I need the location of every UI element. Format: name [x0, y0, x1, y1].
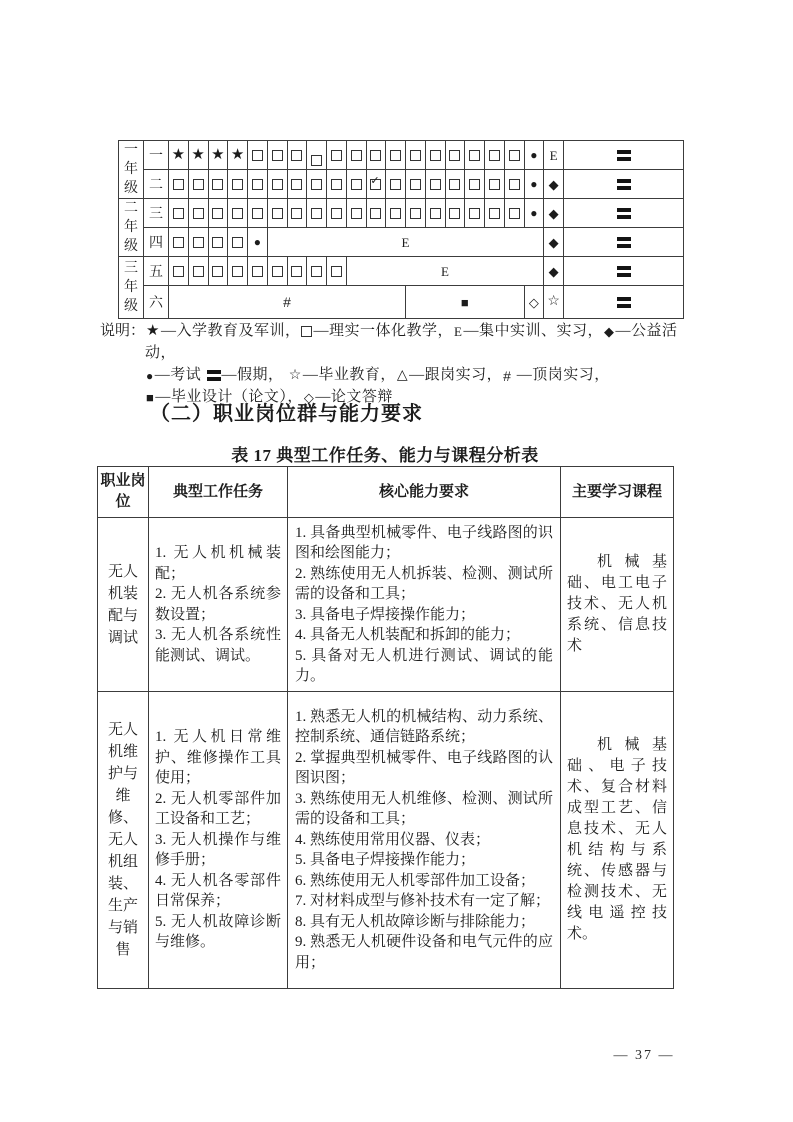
list-item-text: 2. 掌握典型机械零件、电子线路图的认图识图； [295, 749, 553, 787]
circle-icon: ● [530, 148, 538, 163]
diamond-icon: ◆ [548, 234, 559, 250]
year-label-char: 一 [124, 143, 138, 158]
week-cell [267, 199, 287, 228]
square-icon [449, 208, 460, 219]
week-cell [544, 228, 564, 257]
legend-text: —跟岗实习， [409, 367, 503, 383]
square-icon [370, 208, 381, 219]
week-cell [386, 141, 406, 170]
week-cell [366, 199, 386, 228]
week-cell [445, 170, 465, 199]
legend-text: —考试 [154, 367, 206, 383]
week-cell [504, 199, 524, 228]
week-cell [287, 170, 307, 199]
diamond-icon: ◆ [548, 263, 559, 279]
week-cell [228, 228, 248, 257]
column-header-position: 职业岗位 [98, 467, 149, 518]
week-cell [524, 199, 544, 228]
black-square-icon: ■ [460, 294, 469, 310]
courses-cell [561, 692, 674, 989]
hash-icon: # [283, 294, 291, 311]
week-cell [188, 170, 208, 199]
week-cell [485, 199, 505, 228]
column-header-abilities: 核心能力要求 [288, 467, 561, 518]
week-cell [267, 257, 287, 286]
week-cell [208, 228, 228, 257]
holiday-cell [564, 228, 684, 257]
holiday-cell [564, 141, 684, 170]
week-cell [287, 199, 307, 228]
semester-label: 三 [144, 199, 169, 228]
week-cell [208, 199, 228, 228]
square-icon [489, 208, 500, 219]
holiday-icon [617, 266, 631, 277]
square-icon [272, 266, 283, 277]
week-cell [169, 286, 406, 319]
list-item-text: 2. 无人机零部件加工设备和工艺； [155, 790, 281, 828]
teaching-schedule-table [118, 140, 684, 319]
week-cell [425, 199, 445, 228]
week-cell [346, 199, 366, 228]
square-icon [410, 208, 421, 219]
position-cell: 无人机维护与维修、无人机组装、生产与销售 [98, 692, 149, 989]
week-cell [544, 257, 564, 286]
week-cell [327, 170, 347, 199]
week-cell [169, 141, 189, 170]
week-cell [248, 170, 268, 199]
holiday-icon [617, 208, 631, 219]
holiday-cell [564, 286, 684, 319]
week-cell [327, 257, 347, 286]
legend-text: —顶岗实习， [512, 367, 610, 383]
square-icon [449, 179, 460, 190]
courses-text: 机械基础、电工电子技术、无人机系统、信息技术 [567, 554, 667, 654]
semester-label: 一 [144, 141, 169, 170]
square-icon [301, 326, 312, 337]
square-icon [469, 208, 480, 219]
week-cell [524, 141, 544, 170]
star-icon: ★ [191, 146, 205, 163]
week-cell [346, 141, 366, 170]
week-cell [425, 141, 445, 170]
analysis-table-wrap [97, 466, 674, 989]
square-icon [193, 237, 204, 248]
week-cell [228, 141, 248, 170]
week-cell [445, 141, 465, 170]
section-heading: （二）职业岗位群与能力要求 [150, 403, 423, 425]
abilities-cell [288, 518, 561, 692]
square-icon [232, 179, 243, 190]
week-cell [366, 170, 386, 199]
square-icon [351, 179, 362, 190]
square-icon [272, 150, 283, 161]
holiday-icon [617, 297, 631, 308]
table-row [98, 518, 674, 692]
week-cell [307, 199, 327, 228]
holiday-cell [564, 257, 684, 286]
open-star-icon: ☆ [288, 367, 302, 383]
list-item-text: 2. 熟练使用无人机拆装、检测、测试所需的设备和工具； [295, 565, 553, 602]
list-item-text: 9. 熟悉无人机硬件设备和电气元件的应用； [295, 934, 553, 971]
circle-icon: ● [146, 368, 154, 383]
week-cell [504, 170, 524, 199]
square-icon [331, 150, 342, 161]
week-cell [406, 170, 426, 199]
list-item-text: 3. 熟练使用无人机维修、检测、测试所需的设备和工具； [295, 790, 553, 828]
square-icon [212, 179, 223, 190]
diamond-icon: ◆ [548, 205, 559, 221]
list-item-text: 3. 具备电子焊接操作能力； [295, 606, 476, 623]
week-cell [544, 170, 564, 199]
column-header-courses: 主要学习课程 [561, 467, 674, 518]
week-cell [386, 170, 406, 199]
week-cell [485, 170, 505, 199]
list-item-text: 1. 无人机日常维护、维修操作工具使用； [155, 729, 281, 787]
legend-text: —入学教育及军训， [160, 323, 301, 339]
week-cell [386, 199, 406, 228]
year-label [119, 199, 144, 257]
week-cell [307, 257, 327, 286]
square-icon [212, 266, 223, 277]
legend-text: —毕业设计（论文）， [155, 389, 303, 405]
square-icon [212, 237, 223, 248]
holiday-icon [617, 179, 631, 190]
week-cell [188, 199, 208, 228]
week-cell [327, 199, 347, 228]
square-icon [252, 266, 263, 277]
E-icon: E [454, 324, 463, 340]
open-star-icon: ☆ [547, 294, 560, 310]
week-cell [524, 286, 544, 319]
week-cell [228, 170, 248, 199]
square-icon [311, 179, 322, 190]
analysis-header-row [98, 467, 674, 518]
schedule-legend [100, 320, 685, 408]
week-cell [267, 228, 544, 257]
week-cell [248, 257, 268, 286]
square-icon [252, 208, 263, 219]
week-cell [248, 199, 268, 228]
square-icon [193, 179, 204, 190]
square-icon [489, 179, 500, 190]
week-cell [346, 257, 544, 286]
semester-label: 四 [144, 228, 169, 257]
square-icon [212, 208, 223, 219]
square-icon [232, 266, 243, 277]
semester-label: 六 [144, 286, 169, 319]
E-icon: E [549, 147, 558, 163]
abilities-cell [288, 692, 561, 989]
schedule-row [119, 170, 684, 199]
square-icon [351, 208, 362, 219]
square-icon [193, 208, 204, 219]
square-icon [291, 150, 302, 161]
square-icon [430, 150, 441, 161]
square-icon [410, 150, 421, 161]
week-cell [169, 257, 189, 286]
square-icon [390, 150, 401, 161]
year-label-char: 年 [124, 280, 138, 295]
triangle-icon: △ [396, 367, 409, 383]
square-icon [252, 150, 263, 161]
year-label-char: 级 [124, 299, 138, 314]
list-item-text: 5. 具备电子焊接操作能力； [295, 852, 476, 869]
legend-text: —论文答辩 [315, 389, 393, 405]
week-cell [366, 141, 386, 170]
analysis-table [97, 466, 674, 989]
legend-text: —集中实训、实习， [463, 323, 603, 339]
legend-lines [145, 320, 685, 408]
week-cell [406, 141, 426, 170]
week-cell [169, 170, 189, 199]
year-label-char: 级 [124, 239, 138, 254]
square-icon [311, 155, 322, 166]
square-icon [390, 208, 401, 219]
square-icon [232, 237, 243, 248]
square-icon [173, 237, 184, 248]
week-cell [267, 170, 287, 199]
column-header-tasks: 典型工作任务 [149, 467, 288, 518]
semester-label: 五 [144, 257, 169, 286]
week-cell [287, 141, 307, 170]
square-icon [370, 150, 381, 161]
square-icon [291, 179, 302, 190]
list-item-text: 3. 无人机操作与维修手册； [155, 831, 281, 869]
black-square-icon: ■ [146, 390, 155, 406]
star-icon: ★ [146, 323, 160, 340]
position-cell: 无人机装配与调试 [98, 518, 149, 692]
square-icon [311, 266, 322, 277]
year-label [119, 257, 144, 319]
diamond-icon: ◆ [603, 324, 615, 340]
week-cell [307, 170, 327, 199]
legend-text: —理实一体化教学， [313, 323, 453, 339]
square-icon [509, 179, 520, 190]
legend-text: —假期， [221, 367, 288, 383]
week-cell [267, 141, 287, 170]
list-item-text: 7. 对材料成型与修补技术有一定了解； [295, 893, 551, 910]
week-cell [465, 170, 485, 199]
legend-line [145, 364, 685, 386]
legend-text: —公益活动， [145, 323, 678, 361]
week-cell [307, 141, 327, 170]
week-cell [504, 141, 524, 170]
week-cell [208, 257, 228, 286]
year-label-char: 三 [124, 261, 138, 276]
week-cell [188, 141, 208, 170]
schedule-row [119, 199, 684, 228]
legend-label: 说明： [100, 323, 146, 339]
week-cell [406, 199, 426, 228]
square-icon [351, 150, 362, 161]
square-icon [173, 266, 184, 277]
week-cell [465, 199, 485, 228]
week-cell [445, 199, 465, 228]
year-label [119, 141, 144, 199]
holiday-icon [617, 237, 631, 248]
courses-cell [561, 518, 674, 692]
list-item-text: 5. 无人机故障诊断与维修。 [155, 913, 281, 951]
legend-text: —毕业教育， [302, 367, 396, 383]
square-icon [291, 208, 302, 219]
square-icon [311, 208, 322, 219]
table-caption: 表 17 典型工作任务、能力与课程分析表 [231, 446, 539, 465]
open-diamond-icon: ◇ [303, 390, 315, 406]
holiday-icon [207, 370, 221, 381]
week-cell [287, 257, 307, 286]
square-icon [272, 208, 283, 219]
square-icon [509, 208, 520, 219]
square-icon [173, 208, 184, 219]
week-cell [248, 141, 268, 170]
holiday-cell [564, 170, 684, 199]
square-icon [331, 266, 342, 277]
list-item-text: 1. 具备典型机械零件、电子线路图的识图和绘图能力； [295, 524, 553, 561]
tasks-cell [149, 692, 288, 989]
square-icon [331, 179, 342, 190]
square-icon [430, 179, 441, 190]
list-item-text: 8. 具有无人机故障诊断与排除能力； [295, 913, 536, 930]
square-icon [272, 179, 283, 190]
week-cell [544, 199, 564, 228]
square-icon [449, 150, 460, 161]
square-icon [193, 266, 204, 277]
holiday-cell [564, 199, 684, 228]
list-item-text: 6. 熟练使用无人机零部件加工设备； [295, 872, 536, 889]
week-cell [406, 286, 525, 319]
legend-line [145, 320, 685, 364]
circle-icon: ● [530, 206, 538, 221]
list-item-text: 1. 无人机机械装配； [155, 545, 281, 582]
week-cell [465, 141, 485, 170]
tasks-cell [149, 518, 288, 692]
square-icon [232, 208, 243, 219]
year-label-char: 二 [124, 201, 138, 216]
week-cell [228, 199, 248, 228]
week-cell [544, 286, 564, 319]
square-icon [430, 208, 441, 219]
check-mark: ✓ [370, 173, 380, 187]
schedule-row [119, 286, 684, 319]
week-cell [346, 170, 366, 199]
square-icon [173, 179, 184, 190]
page-number: — 37 — [613, 1048, 675, 1063]
square-icon [291, 266, 302, 277]
diamond-icon: ◆ [548, 176, 559, 192]
week-cell [169, 228, 189, 257]
year-label-char: 年 [124, 220, 138, 235]
list-item-text: 4. 熟练使用常用仪器、仪表； [295, 831, 491, 848]
square-icon [469, 150, 480, 161]
courses-text: 机械基础、电子技术、复合材料成型工艺、信息技术、无人机结构与系统、传感器与检测技术、无线电遥控技术。 [567, 737, 667, 942]
year-label-char: 级 [124, 181, 138, 196]
square-icon [252, 179, 263, 190]
square-icon [331, 208, 342, 219]
schedule-row [119, 228, 684, 257]
square-icon [469, 179, 480, 190]
week-cell [524, 170, 544, 199]
square-icon [489, 150, 500, 161]
list-item-text: 4. 无人机各零部件日常保养； [155, 872, 281, 910]
week-cell [208, 170, 228, 199]
list-item-text: 4. 具备无人机装配和拆卸的能力； [295, 627, 521, 643]
semester-label: 二 [144, 170, 169, 199]
E-icon: E [441, 263, 449, 279]
week-cell [425, 170, 445, 199]
week-cell [485, 141, 505, 170]
holiday-icon [617, 150, 631, 161]
week-cell [544, 141, 564, 170]
week-cell [327, 141, 347, 170]
year-label-char: 年 [124, 162, 138, 177]
circle-icon: ● [530, 177, 538, 192]
list-item-text: 3. 无人机各系统性能测试、调试。 [155, 627, 281, 664]
E-icon: E [401, 234, 410, 250]
open-diamond-icon: ◇ [528, 294, 539, 310]
week-cell [188, 257, 208, 286]
teaching-schedule-table-wrap [118, 140, 684, 319]
list-item-text: 2. 无人机各系统参数设置； [155, 586, 281, 623]
star-icon: ★ [211, 146, 225, 163]
week-cell [188, 228, 208, 257]
square-icon [410, 179, 421, 190]
table-row [98, 692, 674, 989]
week-cell [169, 199, 189, 228]
star-icon: ★ [230, 146, 245, 163]
list-item-text: 5. 具备对无人机进行测试、调试的能力。 [295, 647, 553, 684]
list-item-text: 1. 熟悉无人机的机械结构、动力系统、控制系统、通信链路系统； [295, 708, 553, 746]
circle-icon: ● [253, 235, 261, 250]
schedule-row [119, 141, 684, 170]
week-cell [248, 228, 268, 257]
star-icon: ★ [171, 146, 186, 163]
check-square-icon [370, 173, 381, 190]
square-icon [509, 150, 520, 161]
schedule-row [119, 257, 684, 286]
week-cell [228, 257, 248, 286]
square-icon [390, 179, 401, 190]
hash-icon: # [503, 367, 512, 384]
week-cell [208, 141, 228, 170]
